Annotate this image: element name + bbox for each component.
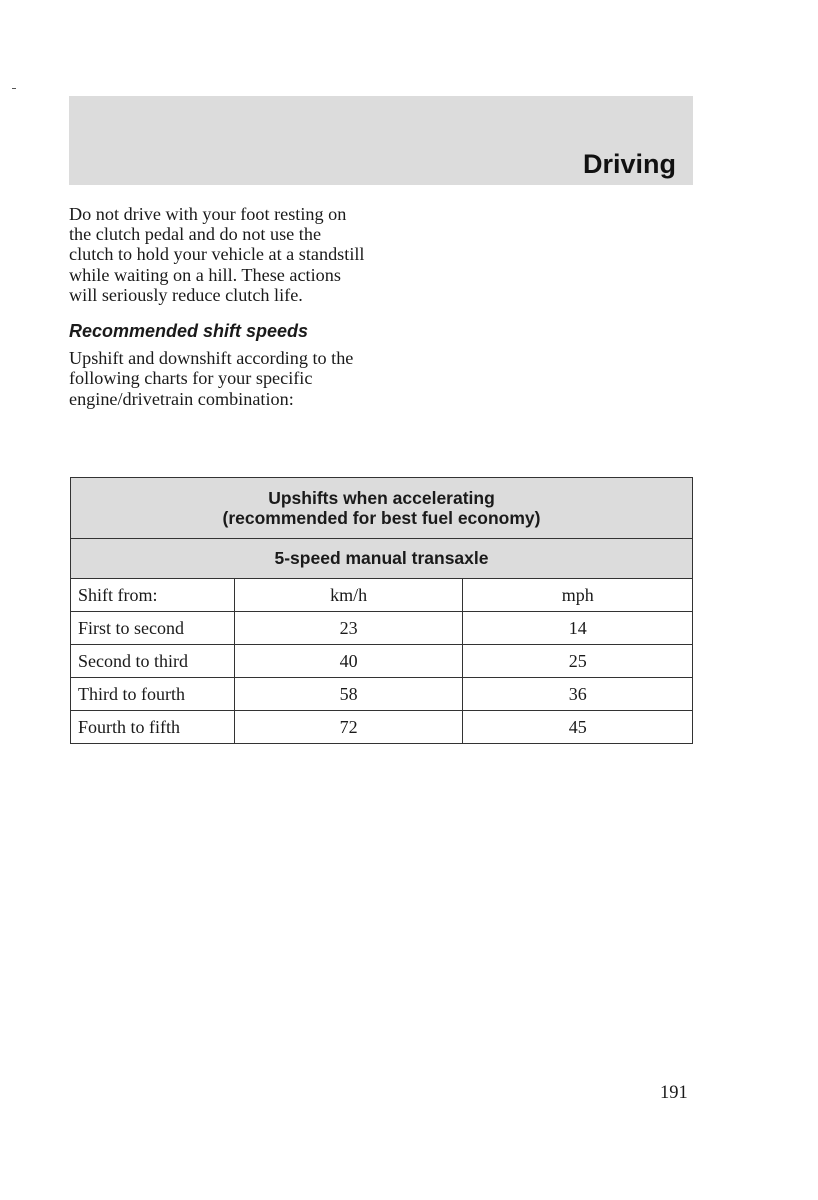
table-subtitle: 5-speed manual transaxle <box>71 539 693 579</box>
kmh-value: 58 <box>234 678 463 711</box>
table-header-row <box>71 579 693 612</box>
subheading: Recommended shift speeds <box>69 321 309 342</box>
kmh-value: 72 <box>234 711 463 744</box>
table-caption-line-2: (recommended for best fuel economy) <box>222 508 541 528</box>
row-label: Third to fourth <box>71 678 235 711</box>
table-caption-line-1: Upshifts when accelerating <box>268 488 495 508</box>
section-header <box>69 96 693 185</box>
section-title: Driving <box>582 149 676 179</box>
clutch-warning-paragraph: Do not drive with your foot resting on the clutch pedal and do not use the clutch to hold your vehicle at a standstill while waiting on a hill. These actions will seriously reduce clutch life. <box>69 204 365 305</box>
kmh-value: 40 <box>234 645 463 678</box>
shift-speed-table <box>70 477 693 744</box>
page-number: 191 <box>660 1083 688 1103</box>
kmh-value: 23 <box>234 612 463 645</box>
row-label: Second to third <box>71 645 235 678</box>
shift-instructions-paragraph: Upshift and downshift according to the following charts for your specific engine/drivetrain combination: <box>69 348 354 409</box>
mph-value: 36 <box>463 678 693 711</box>
column-header-mph: mph <box>463 579 693 612</box>
mph-value: 45 <box>463 711 693 744</box>
column-header-shift-from: Shift from: <box>71 579 235 612</box>
table-row <box>71 711 693 744</box>
table-row <box>71 645 693 678</box>
table-row <box>71 678 693 711</box>
column-header-kmh: km/h <box>234 579 463 612</box>
mph-value: 25 <box>463 645 693 678</box>
row-label: First to second <box>71 612 235 645</box>
body-text <box>69 204 369 409</box>
table-caption <box>71 478 693 539</box>
corner-mark <box>12 88 16 89</box>
table-row <box>71 612 693 645</box>
row-label: Fourth to fifth <box>71 711 235 744</box>
mph-value: 14 <box>463 612 693 645</box>
